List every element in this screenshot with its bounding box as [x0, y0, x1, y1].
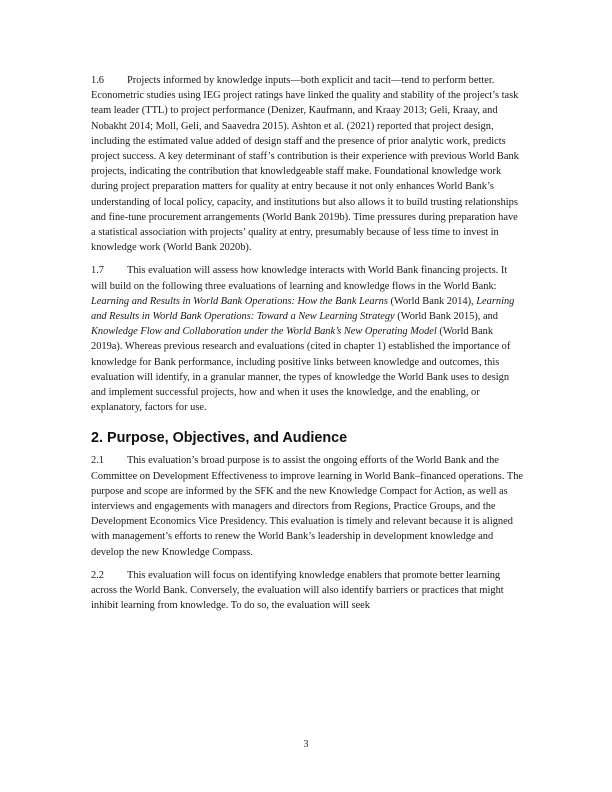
citation-title: Knowledge Flow and Collaboration under the World Bank’s New Operating Model — [91, 326, 437, 338]
paragraph-1-7 — [91, 263, 523, 415]
citation-title: Learning and Results in World Bank Operations: Toward a New Learning Strategy — [91, 295, 515, 323]
paragraph-text: (World Bank 2015), and — [394, 311, 498, 323]
paragraph-1-6 — [91, 73, 523, 255]
paragraph-text: This evaluation will focus on identifying knowledge enablers that promote better learning across the World Bank. Conversely, the evaluation will also identify barriers or practices that might inhibit learning from knowledge. To do so, the evaluation will seek — [91, 569, 504, 612]
paragraph-text: Projects informed by knowledge inputs—both explicit and tacit—tend to perform better. Econometric studies using IEG project ratings have linked the quality and stability of the project’s task team leader (TTL) to project performance (Denizer, Kaufmann, and Kraay 2013; Geli, Kraay, and Nobakht 2014; Moll, Geli, and Saavedra 2015). Ashton et al. (2021) reported that project design, including the estimated value added of design staff and the presence of prior analytic work, predicts project success. A key determinant of staff’s contribution is their experience with previous World Bank projects, indicating the contribution that knowledgeable staff make. Foundational knowledge work during project preparation matters for quality at entry because it not only enhances World Bank’s understanding of local policy, capacity, and institutions but also allows it to build trusting relationships and fine-tune procurement arrangements (World Bank 2019b). Time pressures during preparation have a statistical association with projects’ quality at entry, presumably because of less time to invest in knowledge work (World Bank 2020b). — [91, 75, 519, 254]
document-body — [91, 73, 523, 622]
paragraph-text: (World Bank 2014), — [387, 295, 477, 307]
page-number: 3 — [303, 739, 309, 750]
paragraph-2-1 — [91, 453, 523, 559]
paragraph-text: (World Bank 2019a). Whereas previous research and evaluations (cited in chapter 1) established the importance of knowledge for Bank performance, including positive links between knowledge and outcomes, this evaluation will identify, in a granular manner, the types of knowledge the World Bank uses to design and implement successful projects, how and when it uses the knowledge, and the enabling, or explanatory, factors for use. — [91, 326, 511, 414]
paragraph-number: 2.2 — [91, 569, 104, 581]
paragraph-text: This evaluation will assess how knowledge interacts with World Bank financing projects. It will build on the following three evaluations of learning and knowledge flows in the World Bank: — [91, 265, 508, 292]
paragraph-text: This evaluation’s broad purpose is to assist the ongoing efforts of the World Bank and the Committee on Development Effectiveness to improve learning in World Bank–financed operations. The purpose and scope are informed by the SFK and the new Knowledge Compact for Action, as well as interviews and engagements with managers and directors from Regions, Practice Groups, and the Development Economics Vice Presidency. This evaluation is timely and relevant because it is aligned with management’s efforts to renew the World Bank’s leadership in development knowledge and develop the new Knowledge Compass. — [91, 455, 523, 558]
section-heading: 2. Purpose, Objectives, and Audience — [91, 430, 348, 447]
paragraph-number: 2.1 — [91, 455, 104, 467]
paragraph-number: 1.7 — [91, 265, 104, 277]
citation-title: Learning and Results in World Bank Operations: How the Bank Learns — [91, 295, 388, 307]
paragraph-number: 1.6 — [91, 75, 104, 86]
paragraph-2-2 — [91, 568, 523, 614]
